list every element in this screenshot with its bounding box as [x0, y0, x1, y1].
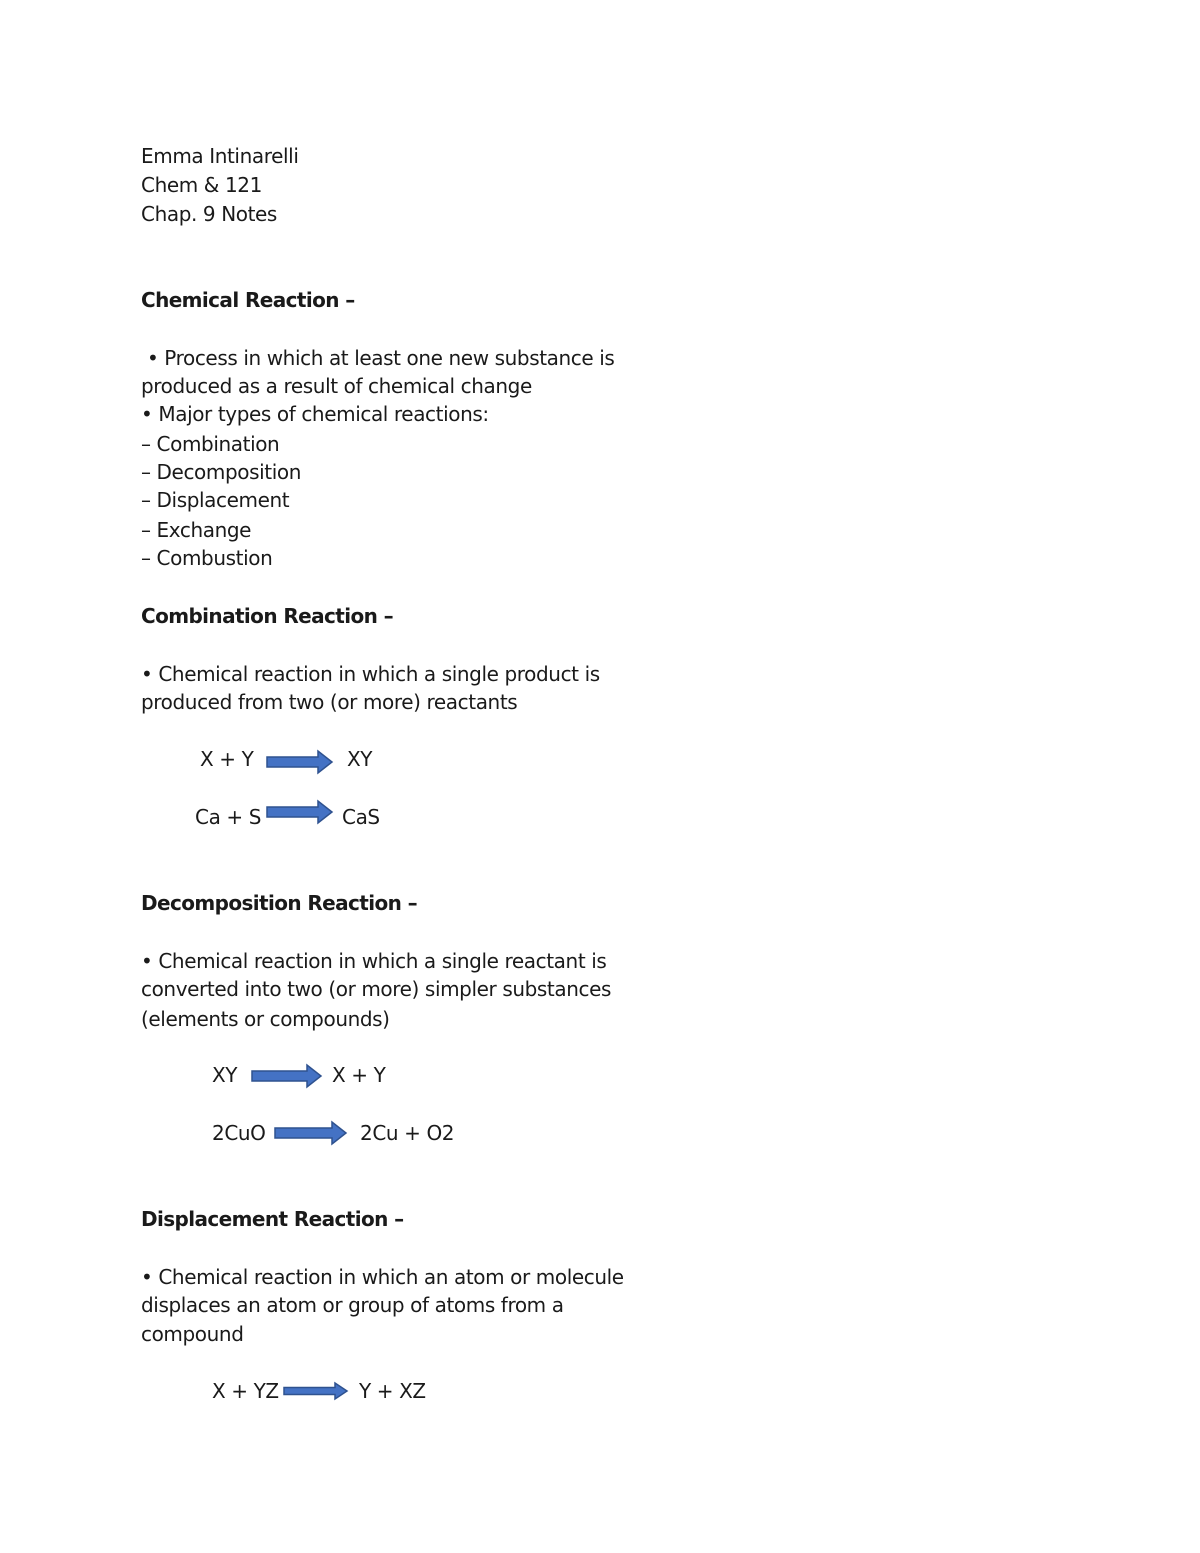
combination-heading: Combination Reaction –: [141, 604, 393, 628]
reaction-arrow-icon: [266, 749, 334, 775]
decomposition-eq1-reactants: XY: [212, 1063, 238, 1087]
displacement-heading: Displacement Reaction –: [141, 1207, 404, 1231]
combination-bullet-line2: produced from two (or more) reactants: [141, 690, 518, 714]
reaction-type-item: – Exchange: [141, 518, 252, 542]
chemical-reaction-bullet1-line1: • Process in which at least one new substance is: [141, 346, 615, 370]
reaction-type-item: – Combination: [141, 432, 280, 456]
decomposition-bullet-line2: converted into two (or more) simpler substances: [141, 977, 612, 1001]
combination-eq1-products: XY: [347, 747, 373, 771]
decomposition-heading: Decomposition Reaction –: [141, 891, 418, 915]
decomposition-bullet-line1: • Chemical reaction in which a single reactant is: [141, 949, 607, 973]
displacement-bullet-line2: displaces an atom or group of atoms from a: [141, 1293, 564, 1317]
displacement-bullet-line1: • Chemical reaction in which an atom or molecule: [141, 1265, 624, 1289]
reaction-type-item: – Displacement: [141, 488, 290, 512]
chemical-reaction-bullet1-line2: produced as a result of chemical change: [141, 374, 532, 398]
decomposition-eq2-products: 2Cu + O2: [360, 1121, 455, 1145]
decomposition-eq2-reactants: 2CuO: [212, 1121, 266, 1145]
decomposition-bullet-line3: (elements or compounds): [141, 1007, 390, 1031]
displacement-eq1-products: Y + XZ: [359, 1379, 426, 1403]
reaction-arrow-icon: [266, 799, 334, 825]
combination-bullet-line1: • Chemical reaction in which a single product is: [141, 662, 600, 686]
chemical-reaction-heading: Chemical Reaction –: [141, 288, 355, 312]
course-name: Chem & 121: [141, 173, 262, 197]
reaction-type-item: – Combustion: [141, 546, 273, 570]
reaction-arrow-icon: [283, 1381, 349, 1401]
decomposition-eq1-products: X + Y: [332, 1063, 386, 1087]
reaction-arrow-icon: [251, 1063, 323, 1089]
chapter-title: Chap. 9 Notes: [141, 202, 277, 226]
displacement-eq1-reactants: X + YZ: [212, 1379, 279, 1403]
combination-eq2-reactants: Ca + S: [195, 805, 261, 829]
combination-eq2-products: CaS: [342, 805, 380, 829]
combination-eq1-reactants: X + Y: [200, 747, 254, 771]
displacement-bullet-line3: compound: [141, 1322, 244, 1346]
chemical-reaction-bullet2: • Major types of chemical reactions:: [141, 402, 489, 426]
reaction-type-item: – Decomposition: [141, 460, 301, 484]
reaction-arrow-icon: [274, 1120, 348, 1146]
author-name: Emma Intinarelli: [141, 144, 299, 168]
